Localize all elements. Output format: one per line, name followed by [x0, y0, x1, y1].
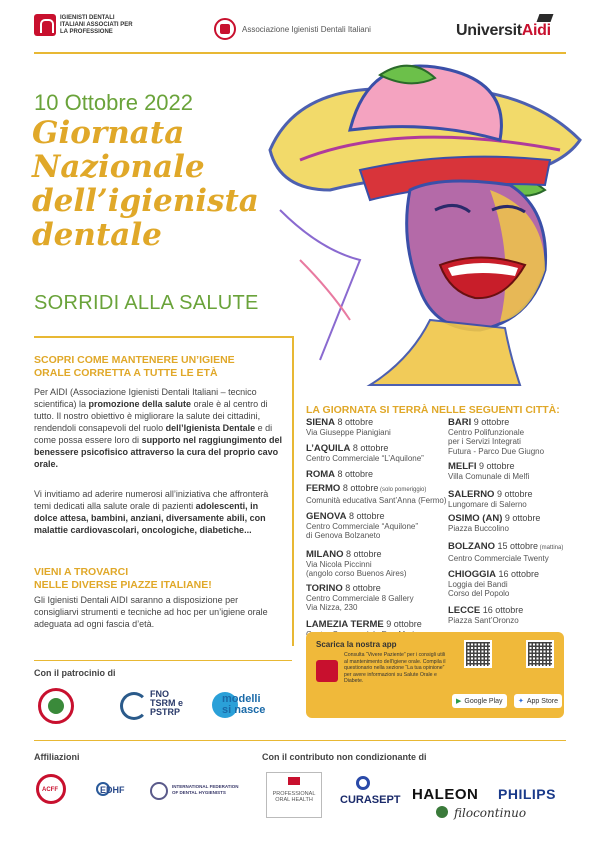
- city-item: [448, 570, 598, 599]
- city-date: 9 ottobre: [476, 461, 515, 471]
- city-venue: Loggia dei Bandi: [448, 579, 508, 589]
- city-venue: Via Nicola Piccinni: [306, 559, 372, 569]
- city-heading: [306, 444, 456, 454]
- city-item: [306, 418, 456, 437]
- city-name: MILANO: [306, 549, 344, 560]
- city-venue: Corso del Popolo: [448, 589, 510, 598]
- city-heading: [448, 606, 598, 616]
- city-date: 8 ottobre: [350, 443, 389, 453]
- assoc-logo: [214, 18, 371, 40]
- city-date: 15 ottobre: [494, 541, 538, 551]
- app-description: Consulta “Vivere Paziente” per i consigli utili al mantenimento dell’igiene orale. Compila il questionario nella sezione “La tua opinione” per avere informazioni su Salute Orale e Diabete.: [344, 652, 446, 684]
- aidi-logo-icon: [34, 14, 56, 36]
- ifdh-logo-text: INTERNATIONAL FEDERATION OF DENTAL HYGIENISTS: [172, 784, 239, 795]
- city-venue: Centro Polifunzionale: [448, 427, 525, 437]
- city-item: [448, 514, 598, 533]
- city-name: L’AQUILA: [306, 443, 351, 454]
- city-date: 9 ottobre: [502, 513, 541, 523]
- event-date: 10 Ottobre 2022: [34, 90, 194, 115]
- city-name: SALERNO: [448, 489, 495, 500]
- city-venue: per i Servizi Integrati: [448, 437, 521, 446]
- qr-code-icon: [466, 642, 490, 666]
- text-run: e di come possa essere loro di: [34, 423, 273, 445]
- app-store-button[interactable]: [514, 694, 562, 708]
- city-item: [306, 584, 456, 613]
- city-item: [448, 542, 598, 563]
- city-name: MELFI: [448, 461, 477, 472]
- city-name: SIENA: [306, 417, 336, 428]
- section-divider: [34, 660, 292, 661]
- philips-logo: PHILIPS: [498, 786, 556, 802]
- visit-heading-line: VIENI A TROVARCI: [34, 566, 129, 578]
- city-name: BOLZANO: [448, 541, 495, 552]
- city-venue: Centro Commerciale Twenty: [448, 553, 549, 563]
- section-divider: [262, 740, 566, 741]
- city-note: (solo pomeriggio): [378, 487, 427, 493]
- professional-oral-health-logo: [266, 772, 322, 818]
- assoc-logo-icon: [214, 18, 236, 40]
- city-heading: [306, 484, 456, 496]
- city-date: 16 ottobre: [480, 605, 524, 615]
- title-line: Nazionale: [32, 149, 205, 185]
- city-name: TORINO: [306, 583, 343, 594]
- univ-text-1: Universit: [456, 22, 522, 39]
- city-date: 8 ottobre: [346, 511, 385, 521]
- city-venue: Centro Commerciale “Aquilone”: [306, 521, 419, 531]
- text-run-bold: adolescenti, in dolce attesa, bambini, anziani, diversamente abili, con malattie cardiovascolari, oncologiche, diabetiche...: [34, 501, 266, 535]
- city-venue: Villa Comunale di Melfi: [448, 471, 530, 481]
- acff-logo-text: ACFF: [42, 787, 58, 793]
- haleon-logo: HALEON: [412, 786, 479, 803]
- section-divider: [34, 740, 264, 741]
- city-name: OSIMO (AN): [448, 513, 503, 524]
- qr-code-icon: [528, 642, 552, 666]
- city-heading: [306, 550, 456, 560]
- aidi-app-icon: [316, 660, 338, 682]
- city-name: BARI: [448, 417, 472, 428]
- google-play-button[interactable]: [452, 694, 507, 708]
- city-item: [306, 550, 456, 579]
- fno-logo-icon: [120, 692, 148, 720]
- header: [0, 0, 600, 60]
- header-divider: [34, 52, 566, 54]
- text-run-bold: supporto nel raggiungimento del benessere psicofisico attraverso la cura del proprio cavo orale.: [34, 435, 283, 469]
- curasept-logo-text: CURASEPT: [340, 794, 401, 806]
- intro-paragraph-3: Gli Igienisti Dentali AIDI saranno a disposizione per consigliarvi strumenti e tecniche ad hoc per un’igiene orale adeguata ad ogni fascia d’età.: [34, 595, 268, 629]
- professional-text: PROFESSIONAL: [272, 791, 316, 797]
- city-heading: [448, 418, 598, 428]
- graduation-cap-icon: [537, 14, 554, 22]
- text-run-bold: dell’Igienista Dentale: [165, 423, 256, 433]
- city-heading: [306, 512, 456, 522]
- city-name: LECCE: [448, 605, 481, 616]
- intro-heading: SCOPRI COME MANTENERE UN’IGIENE ORALE CORRETTA A TUTTE LE ETÀ: [34, 354, 235, 379]
- assoc-logo-text: Associazione Igienisti Dentali Italiani: [242, 24, 371, 34]
- city-item: [306, 470, 456, 480]
- title-line: dentale: [32, 217, 162, 253]
- patrocinio-label: Con il patrocinio di: [34, 668, 116, 678]
- city-date: 8 ottobre: [335, 469, 374, 479]
- city-name: GENOVA: [306, 511, 347, 522]
- city-heading: [306, 584, 456, 594]
- intro-paragraph-2: [34, 488, 284, 536]
- city-name: FERMO: [306, 483, 341, 494]
- edhf-logo-text: EDHF: [100, 785, 125, 795]
- intro-paragraph-1: [34, 386, 284, 470]
- city-item: [448, 418, 598, 456]
- univ-text-2: Aidi: [521, 22, 551, 39]
- cities-heading: LA GIORNATA SI TERRÀ NELLE SEGUENTI CITTÀ:: [306, 404, 560, 416]
- app-store-qr[interactable]: [526, 640, 554, 668]
- city-name: CHIOGGIA: [448, 569, 497, 580]
- city-date: 8 ottobre: [343, 549, 382, 559]
- app-store-label: App Store: [526, 697, 559, 705]
- modelli-text-line: si nasce: [222, 704, 266, 716]
- text-run: Vi invitiamo ad aderire numerosi all’iniziativa che affronterà temi dedicati alla salute orale di pazienti: [34, 489, 269, 511]
- city-heading: [306, 470, 456, 480]
- city-venue: Piazza Buccolino: [448, 523, 509, 533]
- patrocinio-logo-1-inner: [48, 698, 64, 714]
- city-heading: [448, 542, 598, 554]
- city-venue: Centro Commerciale 8 Gallery: [306, 593, 414, 603]
- google-play-qr[interactable]: [464, 640, 492, 668]
- aidi-logo: [34, 14, 140, 36]
- title-line: dell’igienista: [32, 183, 259, 219]
- visit-heading-line: NELLE DIVERSE PIAZZE ITALIANE!: [34, 579, 212, 591]
- city-date: 9 ottobre: [494, 489, 533, 499]
- text-run: orale è al centro di tutto. Il nostro obiettivo è migliorare la salute dei cittadini, rendendoli consapevoli del ruolo: [34, 399, 268, 433]
- curasept-logo-icon: [356, 776, 370, 790]
- page-title: [32, 116, 292, 252]
- city-heading: [448, 462, 598, 472]
- city-date: 8 ottobre: [340, 483, 379, 493]
- city-date: 9 ottobre: [383, 619, 422, 629]
- city-name: LAMEZIA TERME: [306, 619, 384, 630]
- woman-hat-illustration: [260, 60, 590, 390]
- app-title: Scarica la nostra app: [316, 640, 397, 649]
- universitaidi-logo: [456, 22, 551, 40]
- city-venue: Comunità educativa Sant’Anna (Fermo): [306, 495, 447, 505]
- fno-logo-text: [150, 690, 183, 717]
- city-venue: Centro Commerciale “L’Aquilone”: [306, 453, 424, 463]
- city-heading: [306, 620, 456, 630]
- city-item: [448, 606, 598, 625]
- text-run-bold: promozione della salute: [88, 399, 192, 409]
- city-item: [306, 512, 456, 541]
- city-heading: [306, 418, 456, 428]
- city-date: 8 ottobre: [342, 583, 381, 593]
- city-item: [306, 484, 456, 505]
- modelli-text-line: modelli: [222, 693, 261, 705]
- city-venue: Via Nizza, 230: [306, 603, 358, 612]
- filocontinuo-logo-icon: [436, 806, 448, 818]
- colgate-mark-icon: [288, 777, 300, 785]
- visit-heading: [34, 566, 274, 592]
- city-venue: Lungomare di Salerno: [448, 499, 527, 509]
- fno-text-line: TSRM e: [150, 698, 184, 708]
- city-venue: (angolo corso Buenos Aires): [306, 569, 407, 578]
- modelli-logo-text: [222, 694, 265, 716]
- city-heading: [448, 514, 598, 524]
- aidi-logo-text: IGIENISTI DENTALI ITALIANI ASSOCIATI PER LA PROFESSIONE: [60, 14, 133, 35]
- ifdh-logo-icon: [150, 782, 168, 800]
- page-subtitle: SORRIDI ALLA SALUTE: [34, 292, 259, 314]
- city-venue: Piazza Sant’Oronzo: [448, 615, 519, 625]
- app-store-icon: ✦: [518, 698, 524, 705]
- city-venue: Futura - Parco Due Giugno: [448, 446, 545, 456]
- google-play-label: Google Play: [464, 697, 503, 705]
- city-venue: Via Giuseppe Pianigiani: [306, 427, 391, 437]
- fno-text-line: FNO: [150, 689, 169, 699]
- city-item: [448, 462, 598, 481]
- city-item: [448, 490, 598, 509]
- title-line: Giornata: [32, 115, 185, 151]
- city-venue: di Genova Bolzaneto: [306, 531, 381, 540]
- city-heading: [448, 570, 598, 580]
- city-date: 8 ottobre: [335, 417, 374, 427]
- city-heading: [448, 490, 598, 500]
- affiliazioni-label: Affiliazioni: [34, 752, 80, 762]
- contributo-label: Con il contributo non condizionante di: [262, 752, 427, 762]
- oral-health-text: ORAL HEALTH: [275, 797, 313, 803]
- google-play-icon: ▶: [456, 698, 462, 705]
- city-date: 16 ottobre: [496, 569, 540, 579]
- city-note: (mattina): [538, 545, 564, 551]
- city-item: [306, 444, 456, 463]
- filocontinuo-logo-text: filocontinuo: [454, 806, 527, 820]
- fno-text-line: PSTRP: [150, 707, 181, 717]
- city-name: ROMA: [306, 469, 336, 480]
- city-date: 9 ottobre: [471, 417, 510, 427]
- text-run: Per AIDI (Associazione Igienisti Dentali Italiani – tecnico scientifica) la: [34, 387, 257, 409]
